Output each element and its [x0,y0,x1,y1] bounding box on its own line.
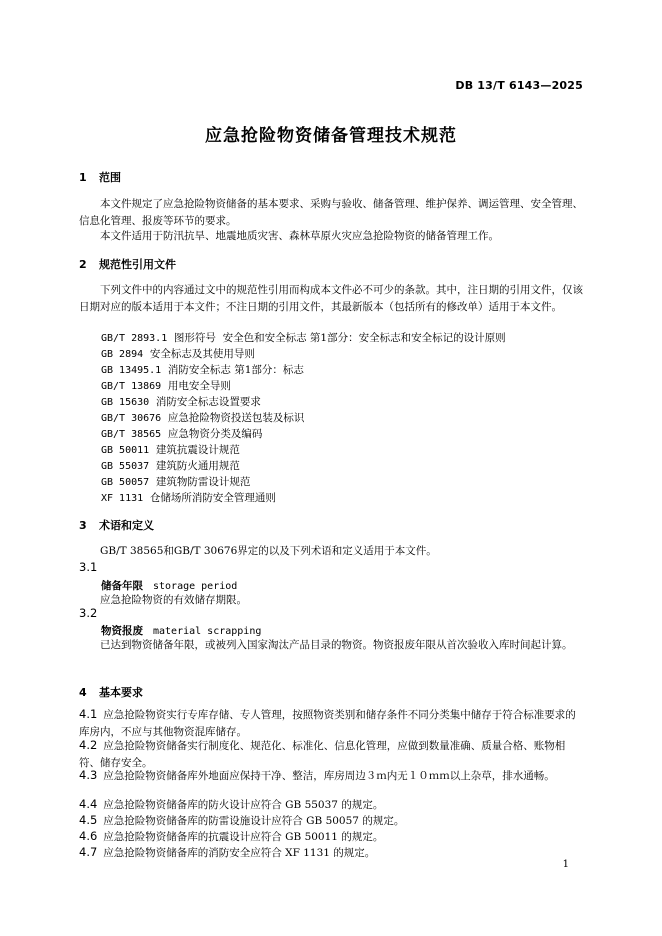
term-definition: 应急抢险物资的有效储存期限。 [100,594,247,606]
reference-code: GB/T 2893.1 [101,333,168,344]
reference-code: GB 13495.1 [101,365,162,376]
requirement-text: 应急抢险物资储备库外地面应保持干净、整洁，库房周边３ｍ内无１０ｍｍ以上杂草，排水通畅。 [103,770,555,782]
reference-item [101,394,261,409]
section-title: 规范性引用文件 [99,258,176,271]
reference-item [101,442,240,457]
reference-item [101,474,250,489]
reference-item [101,458,240,473]
reference-item [101,378,231,393]
requirement-item [79,768,585,785]
reference-code: GB/T 38565 [101,429,162,440]
term-number: 3.1 [79,560,98,574]
reference-item [101,490,276,505]
section-title: 基本要求 [99,686,143,699]
reference-title: 应急物资分类及编码 [167,428,263,440]
section-title: 范围 [99,171,121,184]
reference-item [101,330,506,345]
requirement-item [79,829,585,846]
reference-code: GB 2894 [101,349,144,360]
reference-code: GB 50011 [101,445,150,456]
scope-paragraph-1: 本文件规定了应急抢险物资储备的基本要求、采购与验收、储备管理、维护保养、调运管理、安全管理、信息化管理、报废等环节的要求。 [79,198,583,227]
reference-code: GB 55037 [101,461,150,472]
reference-title: 图形符号 安全色和安全标志 第1部分：安全标志和安全标记的设计原则 [173,332,506,344]
section-heading-scope [79,169,121,185]
reference-title: 仓储场所消防安全管理通则 [149,492,276,504]
term-english: storage period [153,581,238,592]
requirement-item [79,797,585,814]
requirement-number: 4.7 [79,845,98,859]
reference-title: 安全标志及其使用导则 [149,348,255,360]
term-number: 3.2 [79,606,98,620]
scope-paragraph-2: 本文件适用于防汛抗旱、地震地质灾害、森林草原火灾应急抢险物资的储备管理工作。 [100,230,499,242]
requirement-text: 应急抢险物资储备库的防雷设施设计应符合 GB 50057 的规定。 [103,815,405,827]
reference-title: 建筑物防雷设计规范 [155,476,251,488]
reference-code: GB 15630 [101,397,150,408]
requirement-number: 4.2 [79,738,98,752]
requirement-item [79,813,585,830]
reference-item [101,426,262,441]
term-heading [101,623,261,638]
term-english: material scrapping [153,626,262,637]
requirement-number: 4.6 [79,829,98,843]
reference-title: 建筑抗震设计规范 [155,444,240,456]
references-intro-paragraph: 下列文件中的内容通过文中的规范性引用而构成本文件必不可少的条款。其中，注日期的引用文件，仅该日期对应的版本适用于本文件；不注日期的引用文件，其最新版本（包括所有的修改单）适用于本文件。 [79,284,583,313]
reference-title: 消防安全标志设置要求 [155,396,261,408]
requirement-number: 4.3 [79,768,98,782]
requirement-number: 4.1 [79,707,98,721]
term-definition: 已达到物资储备年限，或被列入国家淘汰产品目录的物资。物资报废年限从首次验收入库时间起计算。 [100,639,573,651]
reference-code: XF 1131 [101,493,144,504]
section-title: 术语和定义 [99,519,154,532]
reference-title: 消防安全标志 第1部分：标志 [167,364,304,376]
requirement-number: 4.5 [79,813,98,827]
page-number: 1 [562,859,569,870]
requirement-item [79,707,585,740]
term-heading [101,578,237,593]
document-title: 应急抢险物资储备管理技术规范 [205,126,457,146]
section-heading-basic-requirements [79,684,143,700]
section-number: 1 [79,171,87,184]
term-chinese: 物资报废 [101,625,143,637]
terms-intro-paragraph: GB/T 38565和GB/T 30676界定的以及下列术语和定义适用于本文件。 [100,545,437,557]
reference-code: GB/T 13869 [101,381,162,392]
reference-title: 用电安全导则 [167,380,231,392]
requirement-text: 应急抢险物资实行专库存储、专人管理，按照物资类别和储存条件不同分类集中储存于符合标准要求的库房内，不应与其他物资混库储存。 [79,709,576,738]
reference-code: GB/T 30676 [101,413,162,424]
reference-item [101,362,304,377]
requirement-number: 4.4 [79,797,98,811]
reference-title: 应急抢险物资投送包装及标识 [167,412,305,424]
requirement-text: 应急抢险物资储备库的消防安全应符合 XF 1131 的规定。 [103,847,376,859]
section-number: 2 [79,258,87,271]
term-chinese: 储备年限 [101,580,143,592]
section-number: 3 [79,519,87,532]
reference-item [101,346,255,361]
reference-item [101,410,304,425]
requirement-text: 应急抢险物资储备库的防火设计应符合 GB 55037 的规定。 [103,799,384,811]
section-number: 4 [79,686,87,699]
section-heading-terms [79,517,154,533]
reference-code: GB 50057 [101,477,150,488]
reference-title: 建筑防火通用规范 [155,460,240,472]
requirement-text: 应急抢险物资储备实行制度化、规范化、标准化、信息化管理，应做到数量准确、质量合格、账物相符、储存安全。 [79,740,566,769]
requirement-item [79,738,585,771]
section-heading-normative-references [79,256,176,272]
requirement-item [79,845,585,862]
requirement-text: 应急抢险物资储备库的抗震设计应符合 GB 50011 的规定。 [103,831,384,843]
document-number: DB 13/T 6143—2025 [455,79,583,92]
